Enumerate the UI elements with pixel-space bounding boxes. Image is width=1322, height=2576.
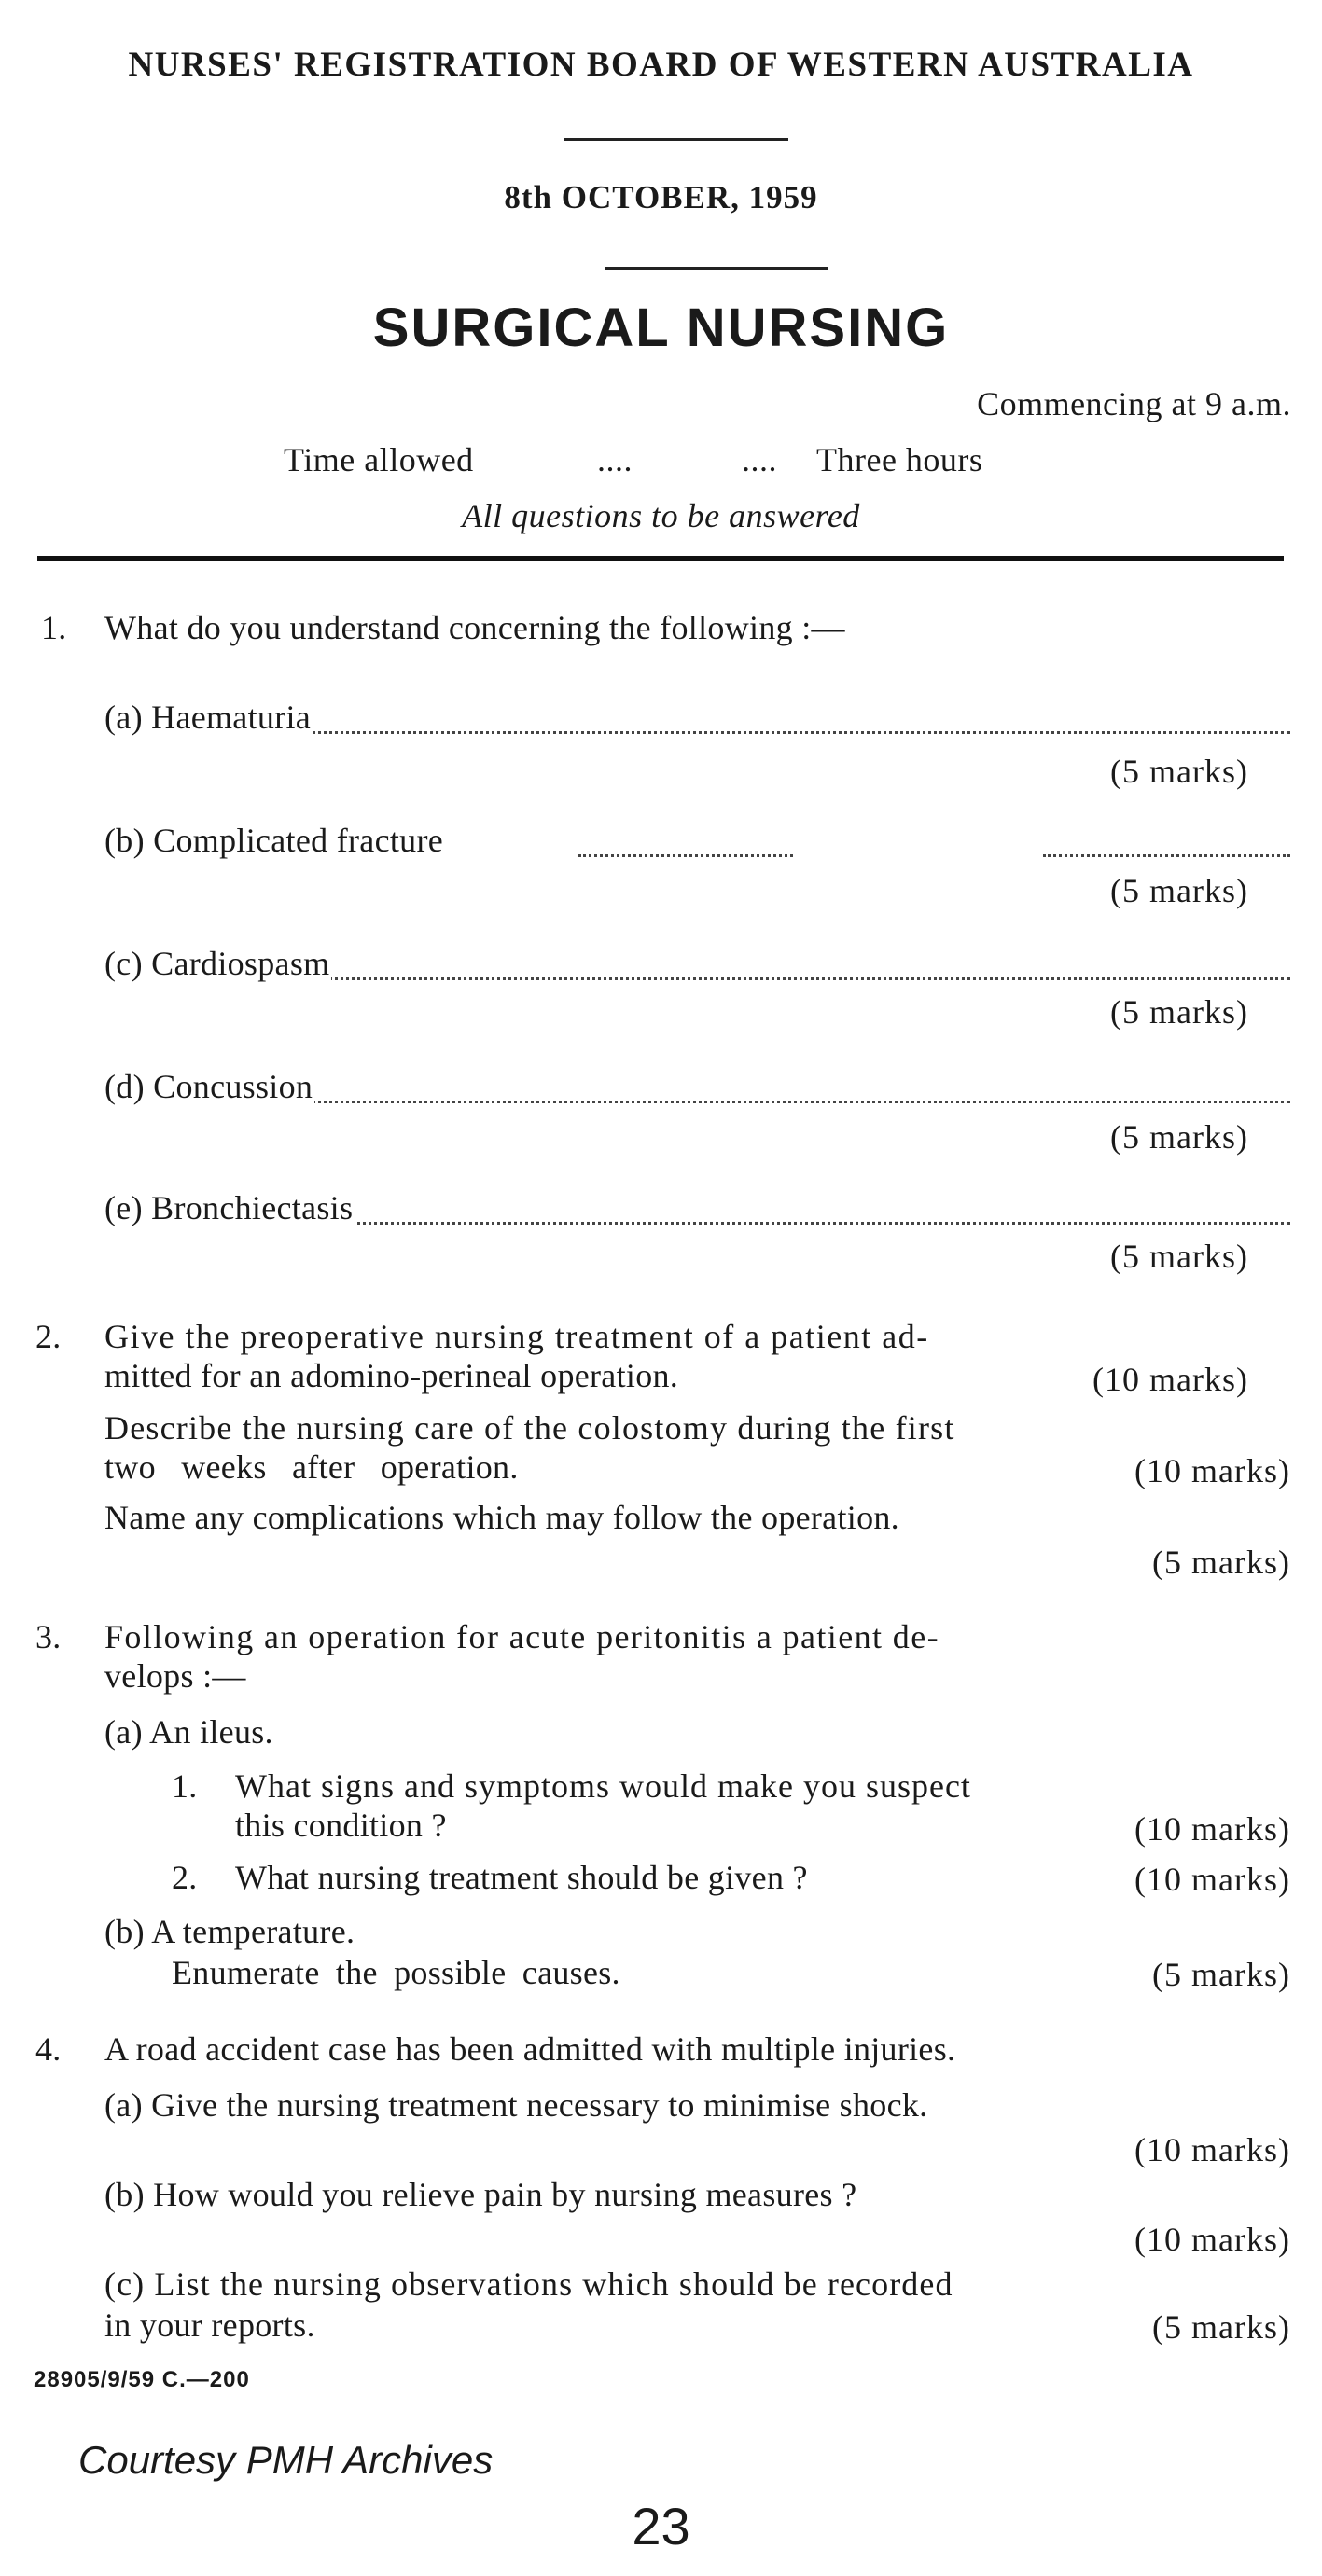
header-divider (37, 556, 1284, 561)
q3a2-marks: (10 marks) (1134, 1861, 1290, 1898)
q3a2-number: 2. (172, 1859, 198, 1896)
q3a1-marks: (10 marks) (1134, 1810, 1290, 1848)
q4c-marks: (5 marks) (1152, 2308, 1290, 2346)
print-code: 28905/9/59 C.—200 (34, 2367, 250, 2392)
commencing-time: Commencing at 9 a.m. (977, 385, 1291, 422)
exam-date: 8th OCTOBER, 1959 (504, 179, 818, 215)
q1b-label: (b) Complicated fracture (104, 822, 444, 859)
q3a1-line2: this condition ? (235, 1807, 447, 1844)
time-allowed-label: Time allowed (284, 441, 474, 478)
q4c-line1: (c) List the nursing observations which should be recorded (104, 2265, 953, 2303)
q4a-text: (a) Give the nursing treatment necessary to minimise shock. (104, 2086, 928, 2124)
courtesy-credit: Courtesy PMH Archives (78, 2438, 494, 2482)
q4b-text: (b) How would you relieve pain by nursing measures ? (104, 2176, 857, 2213)
q1a-label: (a) Haematuria (104, 699, 312, 736)
q1-number: 1. (41, 609, 67, 646)
q3-line1: Following an operation for acute peritonitis a patient de- (104, 1618, 939, 1655)
q3a1-number: 1. (172, 1767, 198, 1805)
q2-line5: Name any complications which may follow the operation. (104, 1499, 899, 1536)
q4-number: 4. (35, 2030, 62, 2068)
board-title: NURSES' REGISTRATION BOARD OF WESTERN AUSTRALIA (128, 46, 1194, 84)
q1b-answer-line-right (1043, 854, 1290, 857)
q1-stem: What do you understand concerning the following :— (104, 609, 845, 646)
header-rule-2 (605, 267, 828, 270)
q4b-marks: (10 marks) (1134, 2221, 1290, 2258)
q2-marks2: (10 marks) (1134, 1452, 1290, 1489)
q2-number: 2. (35, 1318, 62, 1355)
header-rule-1 (564, 138, 788, 141)
q1b-answer-line-left (578, 854, 793, 857)
q3a1-line1: What signs and symptoms would make you suspect (235, 1767, 971, 1805)
q1b-marks: (5 marks) (1110, 872, 1248, 909)
q2-line2: mitted for an adomino-perineal operation. (104, 1357, 679, 1394)
q3b-text: Enumerate the possible causes. (172, 1954, 620, 1991)
q1e-marks: (5 marks) (1110, 1238, 1248, 1275)
q3a-label: (a) An ileus. (104, 1713, 273, 1751)
q3-number: 3. (35, 1618, 62, 1655)
q1d-marks: (5 marks) (1110, 1118, 1248, 1156)
q1c-label: (c) Cardiospasm (104, 945, 330, 982)
q1a-marks: (5 marks) (1110, 753, 1248, 790)
exam-subject: SURGICAL NURSING (372, 298, 950, 358)
instruction: All questions to be answered (462, 497, 860, 534)
q2-line1: Give the preoperative nursing treatment of a patient ad- (104, 1318, 929, 1355)
q1d-label: (d) Concussion (104, 1068, 313, 1105)
q4a-marks: (10 marks) (1134, 2131, 1290, 2168)
time-dots-1: .... (597, 441, 633, 478)
time-dots-2: .... (742, 441, 777, 478)
time-allowed-value: Three hours (816, 441, 983, 478)
q3-line2: velops :— (104, 1657, 246, 1695)
q3a2-text: What nursing treatment should be given ? (235, 1859, 808, 1896)
q3b-label: (b) A temperature. (104, 1913, 355, 1950)
q4-stem: A road accident case has been admitted with multiple injuries. (104, 2030, 956, 2068)
q1c-marks: (5 marks) (1110, 993, 1248, 1031)
q2-line3: Describe the nursing care of the colostomy during the first (104, 1409, 955, 1447)
q2-line4: two weeks after operation. (104, 1448, 519, 1486)
q1e-label: (e) Bronchiectasis (104, 1189, 354, 1226)
q2-marks1: (10 marks) (1092, 1361, 1248, 1398)
page-number: 23 (632, 2497, 690, 2555)
q3b-marks: (5 marks) (1152, 1956, 1290, 1993)
q2-marks3: (5 marks) (1152, 1544, 1290, 1581)
q4c-line2: in your reports. (104, 2306, 315, 2344)
